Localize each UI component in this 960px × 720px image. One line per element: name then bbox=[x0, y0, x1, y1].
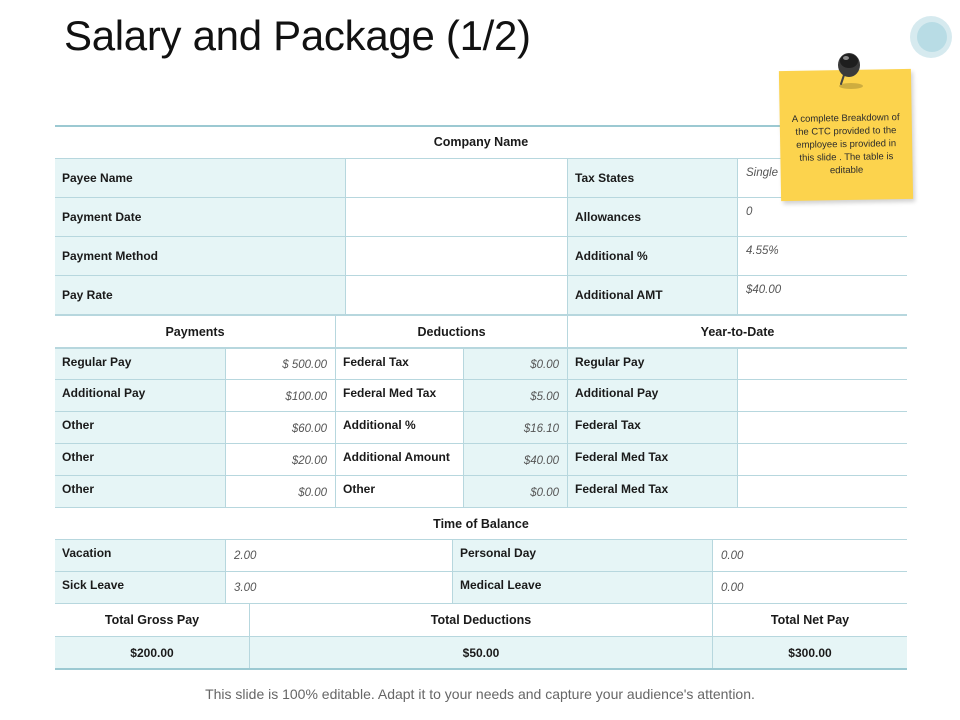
company-name-header[interactable]: Company Name bbox=[433, 135, 529, 149]
payments-header[interactable]: Payments bbox=[165, 324, 225, 339]
ytd-value[interactable] bbox=[737, 380, 907, 411]
payee-name-value[interactable] bbox=[345, 159, 567, 197]
ytd-header[interactable]: Year-to-Date bbox=[567, 316, 907, 347]
ytd-value[interactable] bbox=[737, 349, 907, 379]
ytd-value[interactable] bbox=[737, 476, 907, 507]
payment-date-value[interactable] bbox=[345, 198, 567, 236]
medical-leave-label[interactable]: Medical Leave bbox=[452, 572, 712, 603]
deduction-label[interactable]: Additional Amount bbox=[335, 444, 463, 475]
deduction-label[interactable]: Other bbox=[335, 476, 463, 507]
push-pin-icon bbox=[829, 48, 869, 92]
sticky-note-text: A complete Breakdown of the CTC provided to the employee is provided in this slide . The table is editable bbox=[791, 112, 900, 177]
table-row bbox=[55, 540, 907, 572]
deduction-label[interactable]: Federal Tax bbox=[335, 349, 463, 379]
deductions-header[interactable]: Deductions bbox=[335, 316, 567, 347]
additional-amt-label[interactable]: Additional AMT bbox=[567, 276, 737, 314]
balance-header[interactable]: Time of Balance bbox=[433, 516, 529, 531]
table-row bbox=[55, 412, 907, 444]
balance-header-row bbox=[55, 508, 907, 540]
table-row bbox=[55, 380, 907, 412]
personal-day-label[interactable]: Personal Day bbox=[452, 540, 712, 571]
ytd-value[interactable] bbox=[737, 444, 907, 475]
table-row bbox=[55, 348, 907, 380]
payment-label[interactable]: Additional Pay bbox=[55, 380, 225, 411]
ytd-label[interactable]: Federal Med Tax bbox=[567, 476, 737, 507]
ytd-label[interactable]: Regular Pay bbox=[567, 349, 737, 379]
deduction-label[interactable]: Additional % bbox=[335, 412, 463, 443]
payment-label[interactable]: Regular Pay bbox=[55, 349, 225, 379]
totals-value-row bbox=[55, 637, 907, 670]
total-net-pay-value[interactable]: $300.00 bbox=[712, 637, 907, 668]
total-gross-pay-label[interactable]: Total Gross Pay bbox=[104, 613, 200, 627]
ytd-value[interactable] bbox=[737, 412, 907, 443]
deduction-label[interactable]: Federal Med Tax bbox=[335, 380, 463, 411]
breakdown-header-row bbox=[55, 315, 907, 348]
table-row bbox=[55, 572, 907, 604]
total-net-pay-label[interactable]: Total Net Pay bbox=[712, 604, 907, 636]
payment-label[interactable]: Other bbox=[55, 412, 225, 443]
deduction-value[interactable]: $0.00 bbox=[463, 476, 567, 507]
page-title: Salary and Package (1/2) bbox=[64, 12, 531, 59]
ytd-label[interactable]: Federal Med Tax bbox=[567, 444, 737, 475]
deduction-value[interactable]: $40.00 bbox=[463, 444, 567, 475]
table-row bbox=[55, 198, 907, 237]
deduction-value[interactable]: $0.00 bbox=[463, 349, 567, 379]
table-row bbox=[55, 276, 907, 315]
tax-states-value[interactable]: Single bbox=[737, 159, 907, 197]
breakdown-section bbox=[55, 348, 907, 508]
payment-date-label[interactable]: Payment Date bbox=[55, 198, 345, 236]
pay-rate-value[interactable] bbox=[345, 276, 567, 314]
total-deductions-value[interactable]: $50.00 bbox=[249, 637, 712, 668]
vacation-value[interactable]: 2.00 bbox=[225, 540, 452, 571]
table-row bbox=[55, 444, 907, 476]
company-section bbox=[55, 159, 907, 315]
payment-value[interactable]: $60.00 bbox=[225, 412, 335, 443]
table-row bbox=[55, 159, 907, 198]
sick-leave-value[interactable]: 3.00 bbox=[225, 572, 452, 603]
balance-section bbox=[55, 540, 907, 604]
payment-value[interactable]: $100.00 bbox=[225, 380, 335, 411]
total-gross-pay-value[interactable]: $200.00 bbox=[55, 637, 249, 668]
allowances-value[interactable]: 0 bbox=[737, 198, 907, 236]
allowances-label[interactable]: Allowances bbox=[567, 198, 737, 236]
pay-rate-label[interactable]: Pay Rate bbox=[55, 276, 345, 314]
additional-percent-label[interactable]: Additional % bbox=[567, 237, 737, 275]
payment-method-value[interactable] bbox=[345, 237, 567, 275]
table-row bbox=[55, 237, 907, 276]
payment-value[interactable]: $20.00 bbox=[225, 444, 335, 475]
medical-leave-value[interactable]: 0.00 bbox=[712, 572, 907, 603]
vacation-label[interactable]: Vacation bbox=[55, 540, 225, 571]
payment-value[interactable]: $0.00 bbox=[225, 476, 335, 507]
totals-header-row bbox=[55, 604, 907, 637]
ytd-label[interactable]: Additional Pay bbox=[567, 380, 737, 411]
deduction-value[interactable]: $5.00 bbox=[463, 380, 567, 411]
deduction-value[interactable]: $16.10 bbox=[463, 412, 567, 443]
payee-name-label[interactable]: Payee Name bbox=[55, 159, 345, 197]
additional-amt-value[interactable]: $40.00 bbox=[737, 276, 907, 314]
payment-label[interactable]: Other bbox=[55, 444, 225, 475]
ytd-label[interactable]: Federal Tax bbox=[567, 412, 737, 443]
table-row bbox=[55, 476, 907, 508]
payment-value[interactable]: $ 500.00 bbox=[225, 349, 335, 379]
total-deductions-label[interactable]: Total Deductions bbox=[249, 604, 712, 636]
payment-label[interactable]: Other bbox=[55, 476, 225, 507]
sick-leave-label[interactable]: Sick Leave bbox=[55, 572, 225, 603]
footer-caption: This slide is 100% editable. Adapt it to your needs and capture your audience's attention. bbox=[205, 686, 755, 702]
personal-day-value[interactable]: 0.00 bbox=[712, 540, 907, 571]
additional-percent-value[interactable]: 4.55% bbox=[737, 237, 907, 275]
decorative-circle-inner bbox=[917, 22, 947, 52]
payment-method-label[interactable]: Payment Method bbox=[55, 237, 345, 275]
tax-states-label[interactable]: Tax States bbox=[567, 159, 737, 197]
